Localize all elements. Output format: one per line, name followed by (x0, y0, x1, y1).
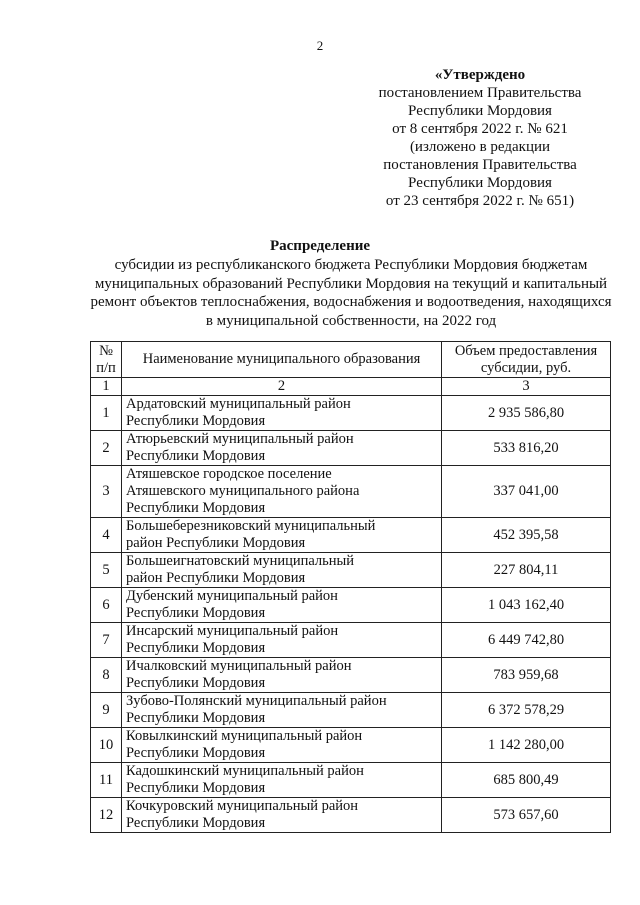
table-row (91, 588, 611, 623)
municipality-name: Кадошкинский муниципальный район Республики Мордовия (122, 763, 442, 798)
row-number: 1 (91, 396, 122, 431)
municipality-name: Ковылкинский муниципальный район Республики Мордовия (122, 728, 442, 763)
table-row (91, 518, 611, 553)
subsidy-amount: 1 043 162,40 (442, 588, 611, 623)
municipality-name: Дубенский муниципальный район Республики Мордовия (122, 588, 442, 623)
table-header-row (91, 342, 611, 378)
subsidy-amount: 337 041,00 (442, 466, 611, 518)
row-number: 2 (91, 431, 122, 466)
document-subtitle: субсидии из республиканского бюджета Республики Мордовия бюджетам муниципальных образований Республики Мордовия на текущий и капитальный ремонт объектов теплоснабжения, водоснабжения и водоотведения, находящихся в муниципальной собственности, на 2022 год (90, 257, 612, 329)
municipality-name: Инсарский муниципальный район Республики Мордовия (122, 623, 442, 658)
table-row (91, 396, 611, 431)
approval-block (330, 66, 630, 210)
row-number: 5 (91, 553, 122, 588)
municipality-name: Большеигнатовский муниципальный район Республики Мордовия (122, 553, 442, 588)
subsidy-amount: 783 959,68 (442, 658, 611, 693)
approval-line: Республики Мордовия (408, 103, 552, 119)
row-number: 11 (91, 763, 122, 798)
subsidy-amount: 533 816,20 (442, 431, 611, 466)
municipality-name: Кочкуровский муниципальный район Республики Мордовия (122, 798, 442, 833)
table-row (91, 623, 611, 658)
header-number: № п/п (91, 342, 122, 378)
column-number: 1 (91, 378, 122, 396)
municipality-name: Большеберезниковский муниципальный район Республики Мордовия (122, 518, 442, 553)
row-number: 10 (91, 728, 122, 763)
row-number: 4 (91, 518, 122, 553)
approval-line: от 8 сентября 2022 г. № 621 (392, 121, 568, 137)
municipality-name: Ичалковский муниципальный район Республики Мордовия (122, 658, 442, 693)
row-number: 6 (91, 588, 122, 623)
approval-line: постановлением Правительства (378, 85, 582, 101)
table-row (91, 763, 611, 798)
table-row (91, 728, 611, 763)
row-number: 12 (91, 798, 122, 833)
subsidy-amount: 452 395,58 (442, 518, 611, 553)
table-row (91, 798, 611, 833)
approval-line: «Утверждено (434, 67, 526, 83)
subsidy-amount: 2 935 586,80 (442, 396, 611, 431)
column-number: 2 (122, 378, 442, 396)
table-row (91, 693, 611, 728)
municipality-name: Атюрьевский муниципальный район Республики Мордовия (122, 431, 442, 466)
subsidy-amount: 685 800,49 (442, 763, 611, 798)
page-number: 2 (316, 38, 324, 53)
approval-line: Республики Мордовия (408, 175, 552, 191)
table-row (91, 553, 611, 588)
table-row (91, 658, 611, 693)
column-number: 3 (442, 378, 611, 396)
municipality-name: Ардатовский муниципальный район Республики Мордовия (122, 396, 442, 431)
table-row (91, 431, 611, 466)
header-amount: Объем предоставления субсидии, руб. (442, 342, 611, 378)
approval-line: (изложено в редакции (409, 139, 551, 155)
subsidy-amount: 1 142 280,00 (442, 728, 611, 763)
row-number: 3 (91, 466, 122, 518)
municipality-name: Зубово-Полянский муниципальный район Республики Мордовия (122, 693, 442, 728)
approval-line: от 23 сентября 2022 г. № 651) (385, 193, 575, 209)
municipality-name: Атяшевское городское поселение Атяшевского муниципального района Республики Мордовия (122, 466, 442, 518)
column-numbers-row (91, 378, 611, 396)
row-number: 8 (91, 658, 122, 693)
subsidy-amount: 6 372 578,29 (442, 693, 611, 728)
approval-line: постановления Правительства (383, 157, 577, 173)
subsidy-amount: 6 449 742,80 (442, 623, 611, 658)
subsidy-amount: 573 657,60 (442, 798, 611, 833)
row-number: 9 (91, 693, 122, 728)
row-number: 7 (91, 623, 122, 658)
subsidy-table (90, 341, 611, 833)
document-title: Распределение (269, 238, 371, 254)
subsidy-amount: 227 804,11 (442, 553, 611, 588)
table-row (91, 466, 611, 518)
header-municipality: Наименование муниципального образования (122, 342, 442, 378)
